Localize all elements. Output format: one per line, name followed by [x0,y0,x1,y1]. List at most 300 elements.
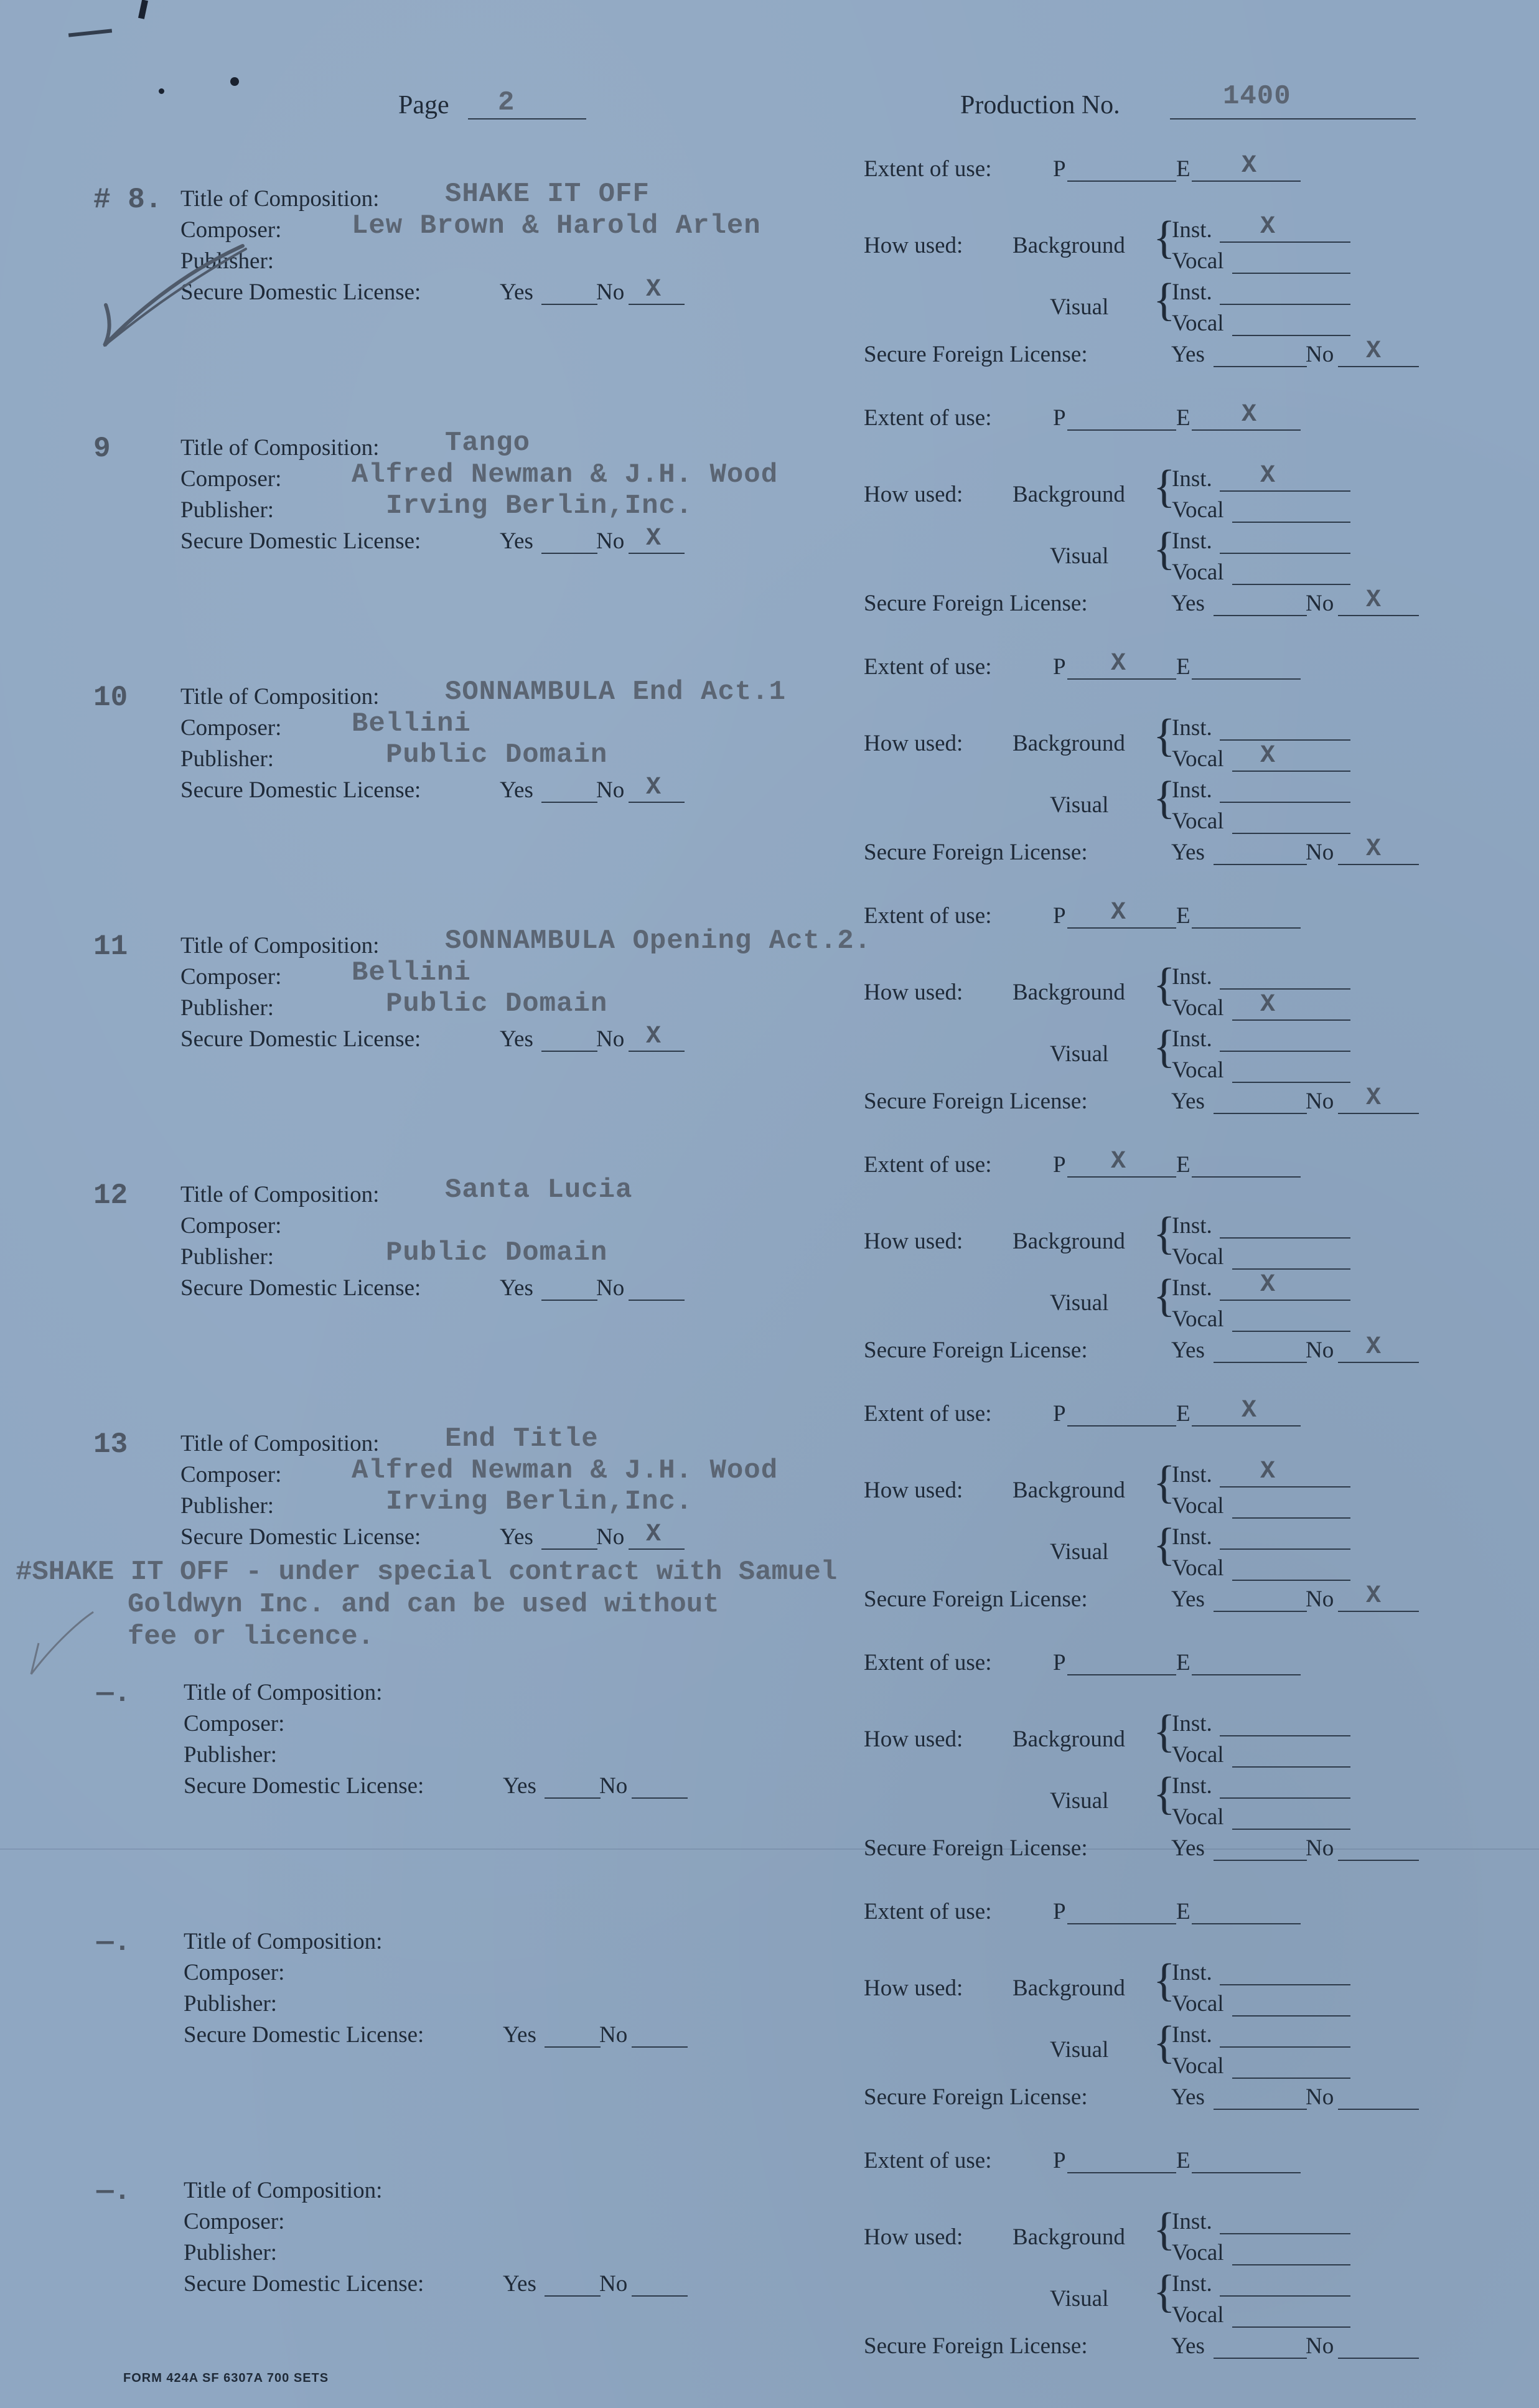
bg-inst-label: Inst. [1172,217,1212,243]
vis-inst-label: Inst. [1172,1773,1212,1799]
extent-p-line [1067,429,1176,431]
extent-p-line [1067,2172,1176,2173]
bg-vocal-label: Vocal [1172,746,1224,772]
vis-inst-line [1220,802,1350,803]
background-label: Background [1013,2224,1125,2250]
domestic-license-label: Secure Domestic License: [180,279,421,305]
publisher-label: Publisher: [184,1742,278,1768]
bg-vocal-label: Vocal [1172,2240,1224,2265]
visual-label: Visual [1050,2037,1109,2063]
foreign-yes-label: Yes [1171,1089,1205,1114]
bg-inst-label: Inst. [1172,715,1212,741]
background-brace: { [1153,461,1176,512]
extent-e-line [1192,1674,1301,1675]
title-value: Tango [445,428,531,459]
vis-vocal-label: Vocal [1172,808,1224,834]
composer-label: Composer: [180,715,282,741]
title-label: Title of Composition: [180,186,380,212]
publisher-label: Publisher: [180,1493,274,1519]
domestic-no-line [629,1548,685,1550]
vis-inst-line [1220,1797,1350,1799]
entry-number: —. [96,1677,131,1710]
extent-p-line [1067,1176,1176,1178]
domestic-yes-line [541,1300,597,1301]
foreign-yes-label: Yes [1171,2333,1205,2359]
extent-e-line [1192,180,1301,182]
domestic-yes-label: Yes [503,1773,536,1799]
how-used-label: How used: [864,980,963,1005]
publisher-value: Public Domain [386,988,608,1019]
foreign-license-label: Secure Foreign License: [864,1338,1088,1363]
vis-vocal-label: Vocal [1172,1804,1224,1830]
note-line-2: Goldwyn Inc. and can be used without [128,1589,719,1620]
foreign-yes-line [1214,1860,1307,1861]
foreign-yes-label: Yes [1171,591,1205,616]
foreign-license-label: Secure Foreign License: [864,840,1088,865]
domestic-no-mark: X [646,276,662,304]
vis-inst-label: Inst. [1172,1026,1212,1052]
domestic-yes-line [541,1548,597,1550]
extent-label: Extent of use: [864,1899,992,1924]
bg-inst-label: Inst. [1172,1462,1212,1487]
domestic-no-mark: X [646,774,662,802]
foreign-no-label: No [1306,2333,1334,2359]
foreign-yes-line [1214,366,1307,367]
domestic-no-label: No [599,2271,628,2297]
foreign-no-label: No [1306,1338,1334,1363]
page-underline [468,118,586,119]
domestic-yes-line [545,2046,601,2048]
domestic-license-label: Secure Domestic License: [184,2271,424,2297]
foreign-no-mark: X [1366,1333,1382,1361]
extent-label: Extent of use: [864,654,992,680]
foreign-no-label: No [1306,591,1334,616]
domestic-yes-label: Yes [500,279,533,305]
vis-vocal-line [1232,335,1350,336]
extent-e-label: E [1176,1401,1191,1427]
bg-inst-label: Inst. [1172,964,1212,990]
domestic-no-label: No [599,1773,628,1799]
domestic-no-line [629,1300,685,1301]
foreign-license-label: Secure Foreign License: [864,1089,1088,1114]
vis-vocal-label: Vocal [1172,2302,1224,2328]
background-brace: { [1153,212,1176,263]
composer-label: Composer: [184,1960,285,1985]
extent-e-label: E [1176,2148,1191,2173]
composer-label: Composer: [180,964,282,990]
publisher-label: Publisher: [184,2240,278,2265]
foreign-no-mark: X [1366,1582,1382,1610]
foreign-no-line [1338,615,1419,616]
bg-vocal-line [1232,2015,1350,2017]
bg-inst-label: Inst. [1172,1960,1212,1985]
bg-inst-mark: X [1260,1458,1276,1486]
background-label: Background [1013,980,1125,1005]
extent-p-label: P [1053,1401,1066,1427]
how-used-label: How used: [864,1478,963,1503]
foreign-yes-label: Yes [1171,1338,1205,1363]
domestic-no-mark: X [646,1023,662,1051]
ink-mark [159,88,164,94]
pencil-check-icon [25,1606,100,1687]
bg-inst-line [1220,1984,1350,1985]
vis-vocal-label: Vocal [1172,311,1224,336]
title-label: Title of Composition: [180,1182,380,1207]
vis-vocal-line [1232,1331,1350,1332]
vis-inst-line [1220,1051,1350,1052]
foreign-yes-label: Yes [1171,2084,1205,2110]
publisher-label: Publisher: [180,1244,274,1270]
background-label: Background [1013,1975,1125,2001]
foreign-no-label: No [1306,2084,1334,2110]
visual-brace: { [1153,2266,1176,2317]
visual-brace: { [1153,1021,1176,1072]
vis-vocal-line [1232,584,1350,585]
foreign-license-label: Secure Foreign License: [864,342,1088,367]
entry-number: 11 [93,930,128,963]
extent-e-label: E [1176,1650,1191,1675]
vis-vocal-label: Vocal [1172,560,1224,585]
extent-e-label: E [1176,156,1191,182]
check-mark-icon [93,237,255,355]
visual-label: Visual [1050,1788,1109,1814]
domestic-license-label: Secure Domestic License: [180,1275,421,1301]
title-label: Title of Composition: [180,1431,380,1456]
visual-label: Visual [1050,294,1109,320]
title-value: End Title [445,1423,599,1455]
vis-vocal-label: Vocal [1172,1555,1224,1581]
visual-brace: { [1153,772,1176,823]
entry-number: —. [96,2175,131,2208]
composer-value: Bellini [352,957,471,988]
publisher-value: Public Domain [386,1237,608,1268]
foreign-no-label: No [1306,840,1334,865]
foreign-yes-line [1214,2109,1307,2110]
foreign-yes-label: Yes [1171,342,1205,367]
domestic-license-label: Secure Domestic License: [180,1524,421,1550]
visual-brace: { [1153,1270,1176,1321]
vis-vocal-line [1232,1580,1350,1581]
publisher-value: Irving Berlin,Inc. [386,1486,693,1517]
domestic-yes-line [541,802,597,803]
vis-inst-line [1220,304,1350,305]
domestic-no-label: No [599,2022,628,2048]
foreign-no-label: No [1306,1835,1334,1861]
extent-e-label: E [1176,903,1191,929]
production-label: Production No. [960,91,1120,119]
entry-number: 13 [93,1428,128,1461]
foreign-yes-label: Yes [1171,840,1205,865]
domestic-yes-label: Yes [503,2271,536,2297]
domestic-yes-label: Yes [500,777,533,803]
title-value: SONNAMBULA Opening Act.2. [445,925,872,957]
domestic-yes-label: Yes [500,528,533,554]
vis-inst-line [1220,553,1350,554]
extent-label: Extent of use: [864,2148,992,2173]
publisher-label: Publisher: [180,995,274,1021]
background-label: Background [1013,1726,1125,1752]
extent-p-line [1067,678,1176,680]
background-label: Background [1013,233,1125,258]
composer-label: Composer: [184,1711,285,1736]
production-number: 1400 [1223,81,1291,112]
extent-e-line [1192,1425,1301,1427]
bg-vocal-label: Vocal [1172,497,1224,523]
bg-vocal-line [1232,2264,1350,2265]
bg-vocal-label: Vocal [1172,1742,1224,1768]
entry-number: 9 [93,433,111,465]
how-used-label: How used: [864,1229,963,1254]
domestic-no-mark: X [646,525,662,553]
domestic-license-label: Secure Domestic License: [180,1026,421,1052]
foreign-license-label: Secure Foreign License: [864,591,1088,616]
extent-p-mark: X [1111,899,1126,927]
how-used-label: How used: [864,233,963,258]
vis-vocal-line [1232,1082,1350,1083]
domestic-yes-label: Yes [500,1524,533,1550]
visual-label: Visual [1050,2286,1109,2312]
bg-vocal-label: Vocal [1172,1991,1224,2017]
note-line-1: #SHAKE IT OFF - under special contract with Samuel [16,1557,838,1588]
bg-vocal-line [1232,273,1350,274]
domestic-no-line [632,2295,688,2297]
vis-vocal-line [1232,833,1350,834]
background-label: Background [1013,1229,1125,1254]
extent-e-label: E [1176,1899,1191,1924]
foreign-yes-line [1214,2358,1307,2359]
background-brace: { [1153,959,1176,1010]
extent-e-mark: X [1242,401,1257,429]
bg-inst-label: Inst. [1172,2209,1212,2234]
domestic-yes-line [545,1797,601,1799]
domestic-no-line [632,2046,688,2048]
foreign-no-line [1338,1362,1419,1363]
form-footer: FORM 424A SF 6307A 700 SETS [123,2371,329,2385]
extent-p-line [1067,180,1176,182]
foreign-no-line [1338,2109,1419,2110]
background-label: Background [1013,482,1125,507]
publisher-label: Publisher: [184,1991,278,2017]
bg-vocal-label: Vocal [1172,248,1224,274]
vis-inst-line [1220,2046,1350,2048]
domestic-yes-label: Yes [503,2022,536,2048]
publisher-value: Public Domain [386,739,608,771]
bg-vocal-label: Vocal [1172,1493,1224,1519]
title-label: Title of Composition: [184,1680,383,1705]
extent-e-label: E [1176,405,1191,431]
bg-inst-line [1220,1486,1350,1487]
how-used-label: How used: [864,731,963,756]
vis-inst-line [1220,1548,1350,1550]
bg-inst-line [1220,2233,1350,2234]
domestic-no-label: No [596,528,625,554]
extent-e-label: E [1176,1152,1191,1178]
extent-p-label: P [1053,2148,1066,2173]
vis-inst-label: Inst. [1172,777,1212,803]
foreign-no-line [1338,366,1419,367]
domestic-no-line [629,553,685,554]
foreign-no-mark: X [1366,1084,1382,1112]
extent-label: Extent of use: [864,903,992,929]
extent-p-label: P [1053,654,1066,680]
title-label: Title of Composition: [180,435,380,461]
foreign-yes-line [1214,615,1307,616]
foreign-license-label: Secure Foreign License: [864,2333,1088,2359]
domestic-no-label: No [596,1524,625,1550]
bg-vocal-label: Vocal [1172,1244,1224,1270]
vis-vocal-label: Vocal [1172,1057,1224,1083]
extent-e-mark: X [1242,1397,1257,1425]
foreign-no-label: No [1306,342,1334,367]
extent-e-line [1192,927,1301,929]
how-used-label: How used: [864,1975,963,2001]
vis-inst-mark: X [1260,1271,1276,1299]
extent-label: Extent of use: [864,156,992,182]
bg-inst-label: Inst. [1172,1213,1212,1239]
domestic-yes-line [541,553,597,554]
bg-inst-line [1220,988,1350,990]
bg-vocal-line [1232,771,1350,772]
bg-inst-line [1220,1237,1350,1239]
vis-inst-label: Inst. [1172,2022,1212,2048]
domestic-no-line [632,1797,688,1799]
domestic-no-line [629,1051,685,1052]
extent-p-label: P [1053,156,1066,182]
extent-label: Extent of use: [864,1650,992,1675]
bg-inst-line [1220,1735,1350,1736]
extent-e-line [1192,429,1301,431]
vis-vocal-label: Vocal [1172,1306,1224,1332]
bg-vocal-line [1232,1019,1350,1021]
background-brace: { [1153,1955,1176,2006]
composer-value: Bellini [352,708,471,739]
visual-label: Visual [1050,1041,1109,1067]
bg-inst-mark: X [1260,462,1276,490]
bg-vocal-line [1232,1268,1350,1270]
visual-brace: { [1153,2017,1176,2068]
title-label: Title of Composition: [180,684,380,710]
composer-value: Lew Brown & Harold Arlen [352,210,761,241]
foreign-no-line [1338,1860,1419,1861]
visual-brace: { [1153,1519,1176,1570]
bg-vocal-line [1232,522,1350,523]
domestic-no-line [629,304,685,305]
vis-inst-label: Inst. [1172,279,1212,305]
domestic-yes-line [541,1051,597,1052]
extent-label: Extent of use: [864,1401,992,1427]
visual-brace: { [1153,523,1176,574]
foreign-yes-label: Yes [1171,1835,1205,1861]
page-number: 2 [498,87,515,118]
extent-p-mark: X [1111,1148,1126,1176]
domestic-license-label: Secure Domestic License: [180,528,421,554]
composer-label: Composer: [180,1213,282,1239]
vis-inst-label: Inst. [1172,1524,1212,1550]
entry-number: # 8. [93,184,162,216]
domestic-yes-line [541,304,597,305]
bg-vocal-mark: X [1260,991,1276,1019]
visual-label: Visual [1050,543,1109,569]
entry-number: 12 [93,1179,128,1212]
composer-value: Alfred Newman & J.H. Wood [352,459,779,490]
title-value: SONNAMBULA End Act.1 [445,677,787,708]
publisher-label: Publisher: [180,248,274,274]
composer-label: Composer: [180,1462,282,1487]
domestic-no-label: No [596,1275,625,1301]
background-label: Background [1013,1478,1125,1503]
domestic-yes-label: Yes [500,1275,533,1301]
foreign-license-label: Secure Foreign License: [864,1586,1088,1612]
bg-vocal-line [1232,1766,1350,1768]
background-brace: { [1153,710,1176,761]
foreign-yes-line [1214,1362,1307,1363]
foreign-no-line [1338,1611,1419,1612]
entry-number: —. [96,1926,131,1959]
extent-e-label: E [1176,654,1191,680]
domestic-yes-label: Yes [500,1026,533,1052]
extent-p-line [1067,1923,1176,1924]
vis-vocal-line [1232,1829,1350,1830]
vis-vocal-line [1232,2078,1350,2079]
foreign-yes-line [1214,864,1307,865]
foreign-yes-label: Yes [1171,1586,1205,1612]
domestic-no-label: No [596,1026,625,1052]
bg-vocal-line [1232,1517,1350,1519]
publisher-label: Publisher: [180,497,274,523]
visual-brace: { [1153,274,1176,326]
vis-vocal-line [1232,2326,1350,2328]
extent-p-line [1067,1425,1176,1427]
vis-inst-label: Inst. [1172,2271,1212,2297]
extent-p-line [1067,1674,1176,1675]
domestic-license-label: Secure Domestic License: [184,1773,424,1799]
how-used-label: How used: [864,1726,963,1752]
special-contract-note [16,1556,837,1653]
bg-inst-line [1220,490,1350,492]
extent-p-label: P [1053,1650,1066,1675]
background-brace: { [1153,1457,1176,1508]
foreign-no-label: No [1306,1586,1334,1612]
entry-number: 10 [93,682,128,714]
foreign-no-mark: X [1366,586,1382,614]
page-label: Page [398,91,449,119]
visual-label: Visual [1050,792,1109,818]
extent-label: Extent of use: [864,405,992,431]
domestic-no-label: No [596,279,625,305]
ink-mark [230,77,239,86]
bg-inst-line [1220,739,1350,741]
domestic-no-label: No [596,777,625,803]
note-line-3: fee or licence. [128,1621,375,1652]
production-underline [1170,118,1416,119]
visual-label: Visual [1050,1290,1109,1316]
background-brace: { [1153,1706,1176,1757]
extent-p-label: P [1053,405,1066,431]
composer-value: Alfred Newman & J.H. Wood [352,1455,779,1486]
bg-inst-mark: X [1260,213,1276,241]
domestic-no-line [629,802,685,803]
extent-e-mark: X [1242,152,1257,180]
foreign-no-mark: X [1366,835,1382,863]
extent-e-line [1192,1176,1301,1178]
background-brace: { [1153,2204,1176,2255]
bg-inst-label: Inst. [1172,466,1212,492]
title-value: SHAKE IT OFF [445,179,650,210]
extent-p-label: P [1053,903,1066,929]
publisher-label: Publisher: [180,746,274,772]
composer-label: Composer: [184,2209,285,2234]
publisher-value: Irving Berlin,Inc. [386,490,693,522]
